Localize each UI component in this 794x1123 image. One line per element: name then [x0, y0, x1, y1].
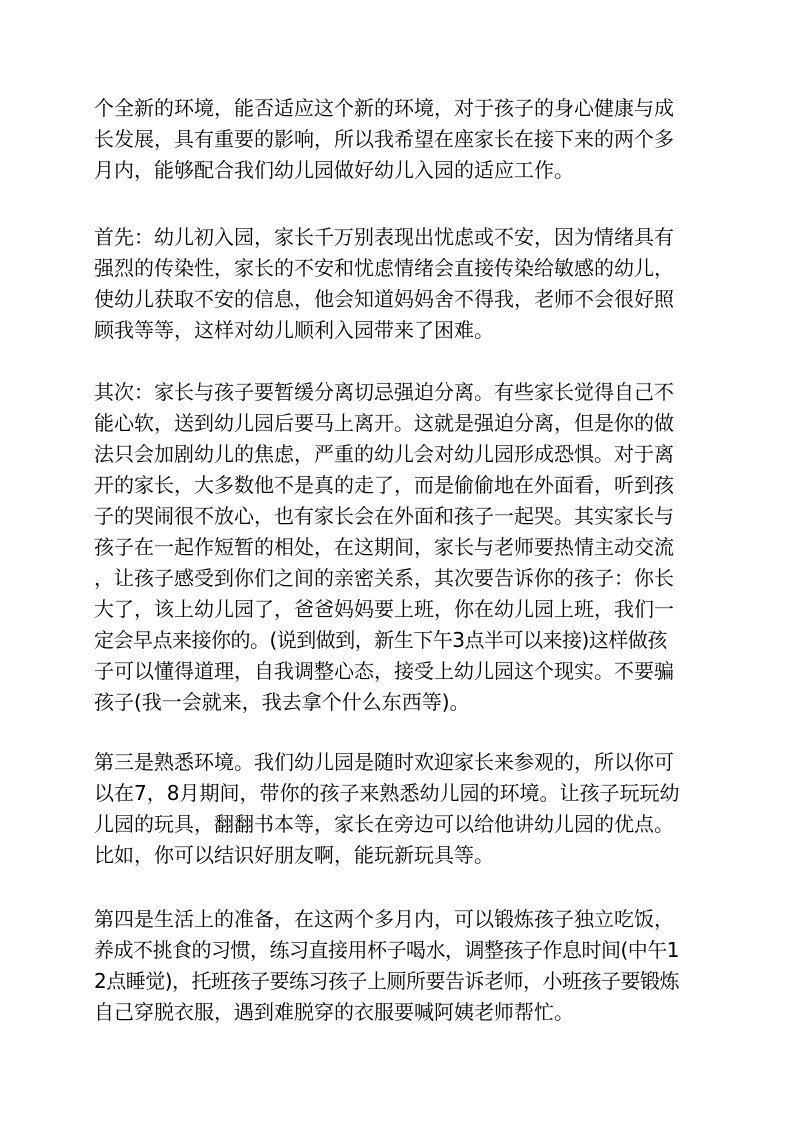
text-line: 2点睡觉)，托班孩子要练习孩子上厕所要告诉老师，小班孩子要锻炼 — [94, 969, 680, 993]
text-line: 法只会加剧幼儿的焦虑，严重的幼儿会对幼儿园形成恐惧。对于离 — [94, 442, 674, 466]
text-line: 定会早点来接你的。(说到做到，新生下午3点半可以来接)这样做孩 — [94, 628, 667, 652]
text-line: 月内，能够配合我们幼儿园做好幼儿入园的适应工作。 — [94, 158, 574, 182]
text-line: 第四是生活上的准备，在这两个多月内，可以锻炼孩子独立吃饭， — [94, 907, 674, 931]
text-line: 其次：家长与孩子要暂缓分离切忌强迫分离。有些家长觉得自己不 — [94, 380, 674, 404]
text-line: 以在7，8月期间，带你的孩子来熟悉幼儿园的环境。让孩子玩玩幼 — [94, 781, 680, 805]
text-line: 第三是熟悉环境。我们幼儿园是随时欢迎家长来参观的，所以你可 — [94, 750, 674, 774]
text-line: 首先：幼儿初入园，家长千万别表现出忧虑或不安，因为情绪具有 — [94, 225, 674, 249]
paragraph-third-point — [94, 747, 704, 871]
text-line: 孩子在一起作短暂的相处，在这期间，家长与老师要热情主动交流 — [94, 535, 674, 559]
text-line: 子的哭闹很不放心，也有家长会在外面和孩子一起哭。其实家长与 — [94, 504, 674, 528]
text-line: 孩子(我一会就来，我去拿个什么东西等)。 — [94, 690, 470, 714]
text-line: 养成不挑食的习惯，练习直接用杯子喝水，调整孩子作息时间(中午1 — [94, 938, 680, 962]
paragraph-fourth-point — [94, 904, 704, 1028]
text-line: 自己穿脱衣服，遇到难脱穿的衣服要喊阿姨老师帮忙。 — [94, 1000, 574, 1024]
text-line: 子可以懂得道理，自我调整心态，接受上幼儿园这个现实。不要骗 — [94, 659, 674, 683]
text-line: 强烈的传染性，家长的不安和忧虑情绪会直接传染给敏感的幼儿， — [94, 256, 674, 280]
text-line: 使幼儿获取不安的信息，他会知道妈妈舍不得我，老师不会很好照 — [94, 287, 674, 311]
text-line: 儿园的玩具，翻翻书本等，家长在旁边可以给他讲幼儿园的优点。 — [94, 812, 674, 836]
text-line: 能心软，送到幼儿园后要马上离开。这就是强迫分离，但是你的做 — [94, 411, 674, 435]
text-line: 比如，你可以结识好朋友啊，能玩新玩具等。 — [94, 843, 494, 867]
text-line: 开的家长，大多数他不是真的走了，而是偷偷地在外面看，听到孩 — [94, 473, 674, 497]
text-line: 长发展，具有重要的影响，所以我希望在座家长在接下来的两个多 — [94, 127, 674, 151]
text-line: 个全新的环境，能否适应这个新的环境，对于孩子的身心健康与成 — [94, 96, 674, 120]
paragraph-intro — [94, 93, 704, 186]
text-line: 顾我等等，这样对幼儿顺利入园带来了困难。 — [94, 318, 494, 342]
paragraph-second-point — [94, 377, 704, 718]
text-line: ，让孩子感受到你们之间的亲密关系，其次要告诉你的孩子：你长 — [94, 566, 674, 590]
paragraph-first-point — [94, 222, 704, 346]
text-line: 大了，该上幼儿园了，爸爸妈妈要上班，你在幼儿园上班，我们一 — [94, 597, 674, 621]
